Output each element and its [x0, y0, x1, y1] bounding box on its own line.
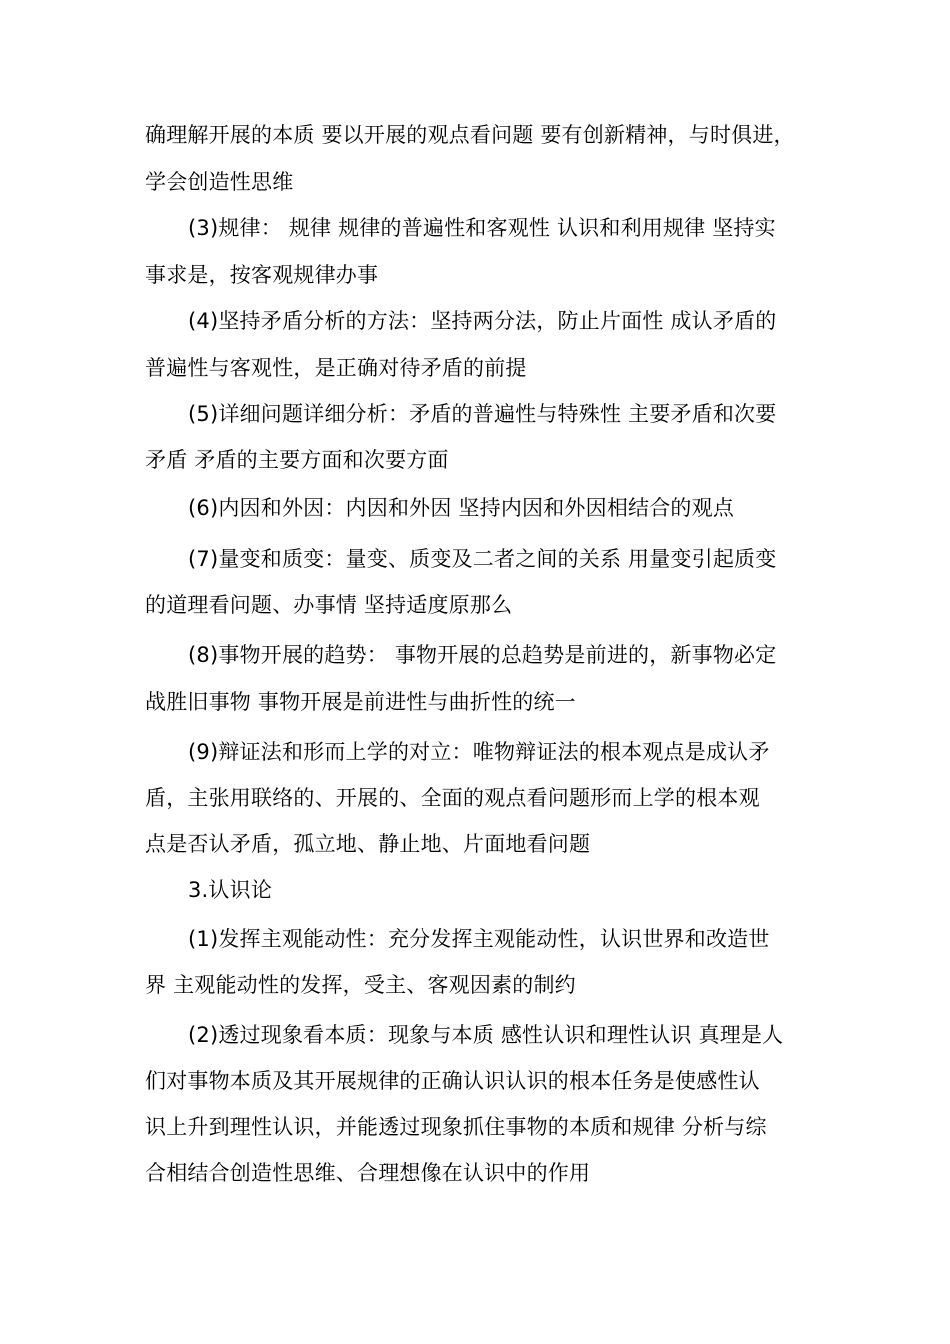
text-line: (6)内因和外因：内因和外因 坚持内因和外因相结合的观点	[188, 496, 735, 520]
text-line: 点是否认矛盾，孤立地、静止地、片面地看问题	[145, 832, 591, 856]
text-line: 识上升到理性认识，并能透过现象抓住事物的本质和规律 分析与综	[145, 1115, 767, 1139]
text-line: (5)详细问题详细分析：矛盾的普遍性与特殊性 主要矛盾和次要	[188, 402, 777, 426]
text-line: 合相结合创造性思维、合理想像在认识中的作用	[145, 1161, 591, 1185]
text-line: (4)坚持矛盾分析的方法：坚持两分法，防止片面性 成认矛盾的	[188, 309, 777, 333]
text-line: 界 主观能动性的发挥，受主、客观因素的制约	[145, 973, 576, 997]
text-line: (1)发挥主观能动性：充分发挥主观能动性，认识世界和改造世	[188, 927, 770, 951]
text-line: (7)量变和质变：量变、质变及二者之间的关系 用量变引起质变	[188, 547, 777, 571]
text-line: 普遍性与客观性，是正确对待矛盾的前提	[145, 356, 527, 380]
text-line: 们对事物本质及其开展规律的正确认识认识的根本任务是使感性认	[145, 1069, 760, 1093]
text-line: 矛盾 矛盾的主要方面和次要方面	[145, 448, 449, 472]
text-line: 事求是，按客观规律办事	[145, 263, 379, 287]
text-line: (2)透过现象看本质：现象与本质 感性认识和理性认识 真理是人	[188, 1023, 784, 1047]
text-line: (9)辩证法和形而上学的对立：唯物辩证法的根本观点是成认矛	[188, 740, 770, 764]
section-heading: 3.认识论	[188, 878, 273, 902]
text-line: 战胜旧事物 事物开展是前进性与曲折性的统一	[145, 690, 576, 714]
text-line: (8)事物开展的趋势： 事物开展的总趋势是前进的，新事物必定	[188, 643, 777, 667]
text-line: (3)规律： 规律 规律的普遍性和客观性 认识和利用规律 坚持实	[188, 216, 776, 240]
text-line: 的道理看问题、办事情 坚持适度原那么	[145, 593, 513, 617]
text-line: 盾，主张用联络的、开展的、全面的观点看问题形而上学的根本观	[145, 786, 760, 810]
text-line: 确理解开展的本质 要以开展的观点看问题 要有创新精神，与时俱进，	[145, 123, 795, 147]
text-line: 学会创造性思维	[145, 170, 294, 194]
